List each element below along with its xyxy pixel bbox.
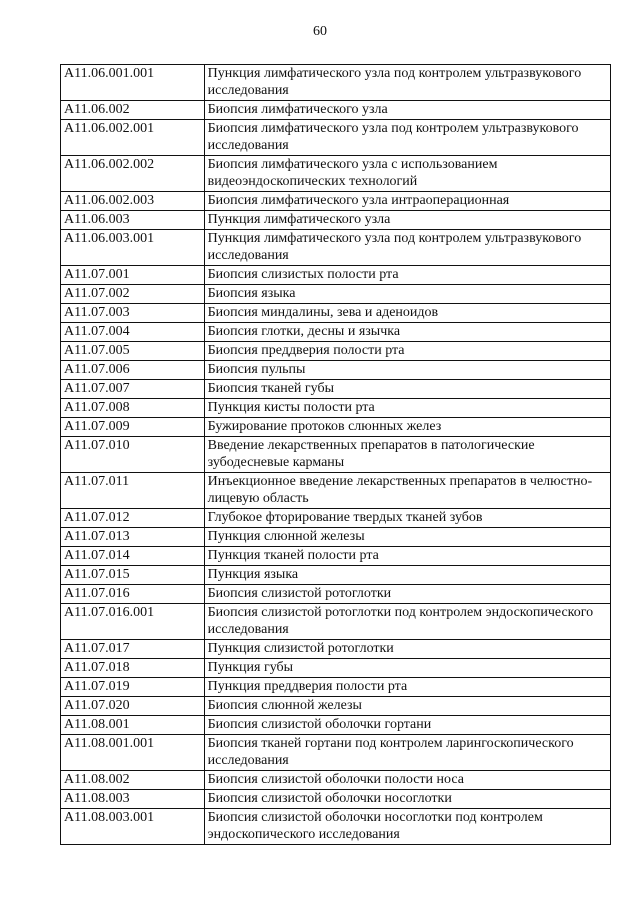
table-row [61,640,611,659]
page-number: 60 [313,24,327,39]
procedure-code: A11.07.012 [61,509,205,528]
procedure-name: Пункция лимфатического узла под контролем ультразвукового исследования [204,230,610,266]
table-row [61,323,611,342]
table-row [61,266,611,285]
procedure-code: A11.07.017 [61,640,205,659]
procedure-code: A11.07.005 [61,342,205,361]
procedure-code: A11.06.001.001 [61,65,205,101]
procedure-code: A11.07.020 [61,697,205,716]
table-row [61,192,611,211]
procedure-name: Биопсия слизистой оболочки носоглотки под контролем эндоскопического исследования [204,809,610,845]
table-row [61,716,611,735]
procedure-name: Пункция лимфатического узла [204,211,610,230]
table-row [61,790,611,809]
procedure-name: Введение лекарственных препаратов в патологические зубодесневые карманы [204,437,610,473]
procedure-code: A11.07.015 [61,566,205,585]
procedure-code: A11.07.018 [61,659,205,678]
table-row [61,101,611,120]
table-row [61,342,611,361]
procedure-name: Пункция слизистой ротоглотки [204,640,610,659]
procedure-name: Биопсия преддверия полости рта [204,342,610,361]
procedure-name: Пункция тканей полости рта [204,547,610,566]
table-row [61,585,611,604]
table-row [61,361,611,380]
table-row [61,304,611,323]
table-row [61,399,611,418]
table-row [61,509,611,528]
procedure-name: Биопсия слизистых полости рта [204,266,610,285]
procedure-name: Биопсия пульпы [204,361,610,380]
procedure-name: Биопсия тканей губы [204,380,610,399]
procedure-code: A11.08.001 [61,716,205,735]
procedure-code: A11.07.013 [61,528,205,547]
procedure-code: A11.08.003 [61,790,205,809]
procedure-code: A11.06.002.001 [61,120,205,156]
table-row [61,285,611,304]
procedure-name: Глубокое фторирование твердых тканей зубов [204,509,610,528]
procedure-code: A11.07.011 [61,473,205,509]
procedure-code: A11.07.009 [61,418,205,437]
procedure-table [60,64,611,845]
procedure-name: Бужирование протоков слюнных желез [204,418,610,437]
procedure-name: Пункция кисты полости рта [204,399,610,418]
procedure-code: A11.06.003.001 [61,230,205,266]
procedure-name: Биопсия лимфатического узла с использованием видеоэндоскопических технологий [204,156,610,192]
table-row [61,380,611,399]
procedure-name: Биопсия слизистой оболочки полости носа [204,771,610,790]
table-row [61,659,611,678]
table-row [61,771,611,790]
table-row [61,120,611,156]
procedure-code: A11.07.016 [61,585,205,604]
table-row [61,735,611,771]
table-row [61,473,611,509]
procedure-name: Биопсия слизистой ротоглотки [204,585,610,604]
procedure-name: Биопсия слюнной железы [204,697,610,716]
procedure-name: Биопсия лимфатического узла под контролем ультразвукового исследования [204,120,610,156]
procedure-name: Пункция языка [204,566,610,585]
table-row [61,547,611,566]
procedure-code: A11.07.007 [61,380,205,399]
procedure-name: Биопсия слизистой оболочки носоглотки [204,790,610,809]
procedure-name: Пункция губы [204,659,610,678]
procedure-code: A11.06.002.003 [61,192,205,211]
procedure-name: Биопсия слизистой ротоглотки под контролем эндоскопического исследования [204,604,610,640]
table-row [61,211,611,230]
procedure-code: A11.07.019 [61,678,205,697]
table-row [61,604,611,640]
procedure-name: Биопсия слизистой оболочки гортани [204,716,610,735]
procedure-code: A11.07.010 [61,437,205,473]
procedure-name: Биопсия глотки, десны и язычка [204,323,610,342]
table-row [61,809,611,845]
procedure-code: A11.07.002 [61,285,205,304]
table-row [61,528,611,547]
procedure-code: A11.07.003 [61,304,205,323]
procedure-code: A11.07.016.001 [61,604,205,640]
procedure-name: Инъекционное введение лекарственных препаратов в челюстно-лицевую область [204,473,610,509]
table-row [61,156,611,192]
procedure-code: A11.08.002 [61,771,205,790]
table-row [61,230,611,266]
table-row [61,437,611,473]
procedure-code: A11.07.008 [61,399,205,418]
procedure-code: A11.07.014 [61,547,205,566]
table-row [61,566,611,585]
table-row [61,418,611,437]
procedure-name: Биопсия тканей гортани под контролем ларингоскопического исследования [204,735,610,771]
procedure-code: A11.08.001.001 [61,735,205,771]
procedure-code: A11.06.003 [61,211,205,230]
procedure-code: A11.08.003.001 [61,809,205,845]
procedure-name: Пункция слюнной железы [204,528,610,547]
procedure-name: Биопсия лимфатического узла интраоперационная [204,192,610,211]
procedure-code: A11.06.002.002 [61,156,205,192]
procedure-code: A11.07.004 [61,323,205,342]
procedure-name: Биопсия лимфатического узла [204,101,610,120]
table-row [61,65,611,101]
procedure-code: A11.07.001 [61,266,205,285]
table-row [61,697,611,716]
procedure-name: Биопсия миндалины, зева и аденоидов [204,304,610,323]
procedure-code: A11.07.006 [61,361,205,380]
procedure-name: Биопсия языка [204,285,610,304]
table-row [61,678,611,697]
procedure-name: Пункция лимфатического узла под контролем ультразвукового исследования [204,65,610,101]
procedure-name: Пункция преддверия полости рта [204,678,610,697]
procedure-code: A11.06.002 [61,101,205,120]
